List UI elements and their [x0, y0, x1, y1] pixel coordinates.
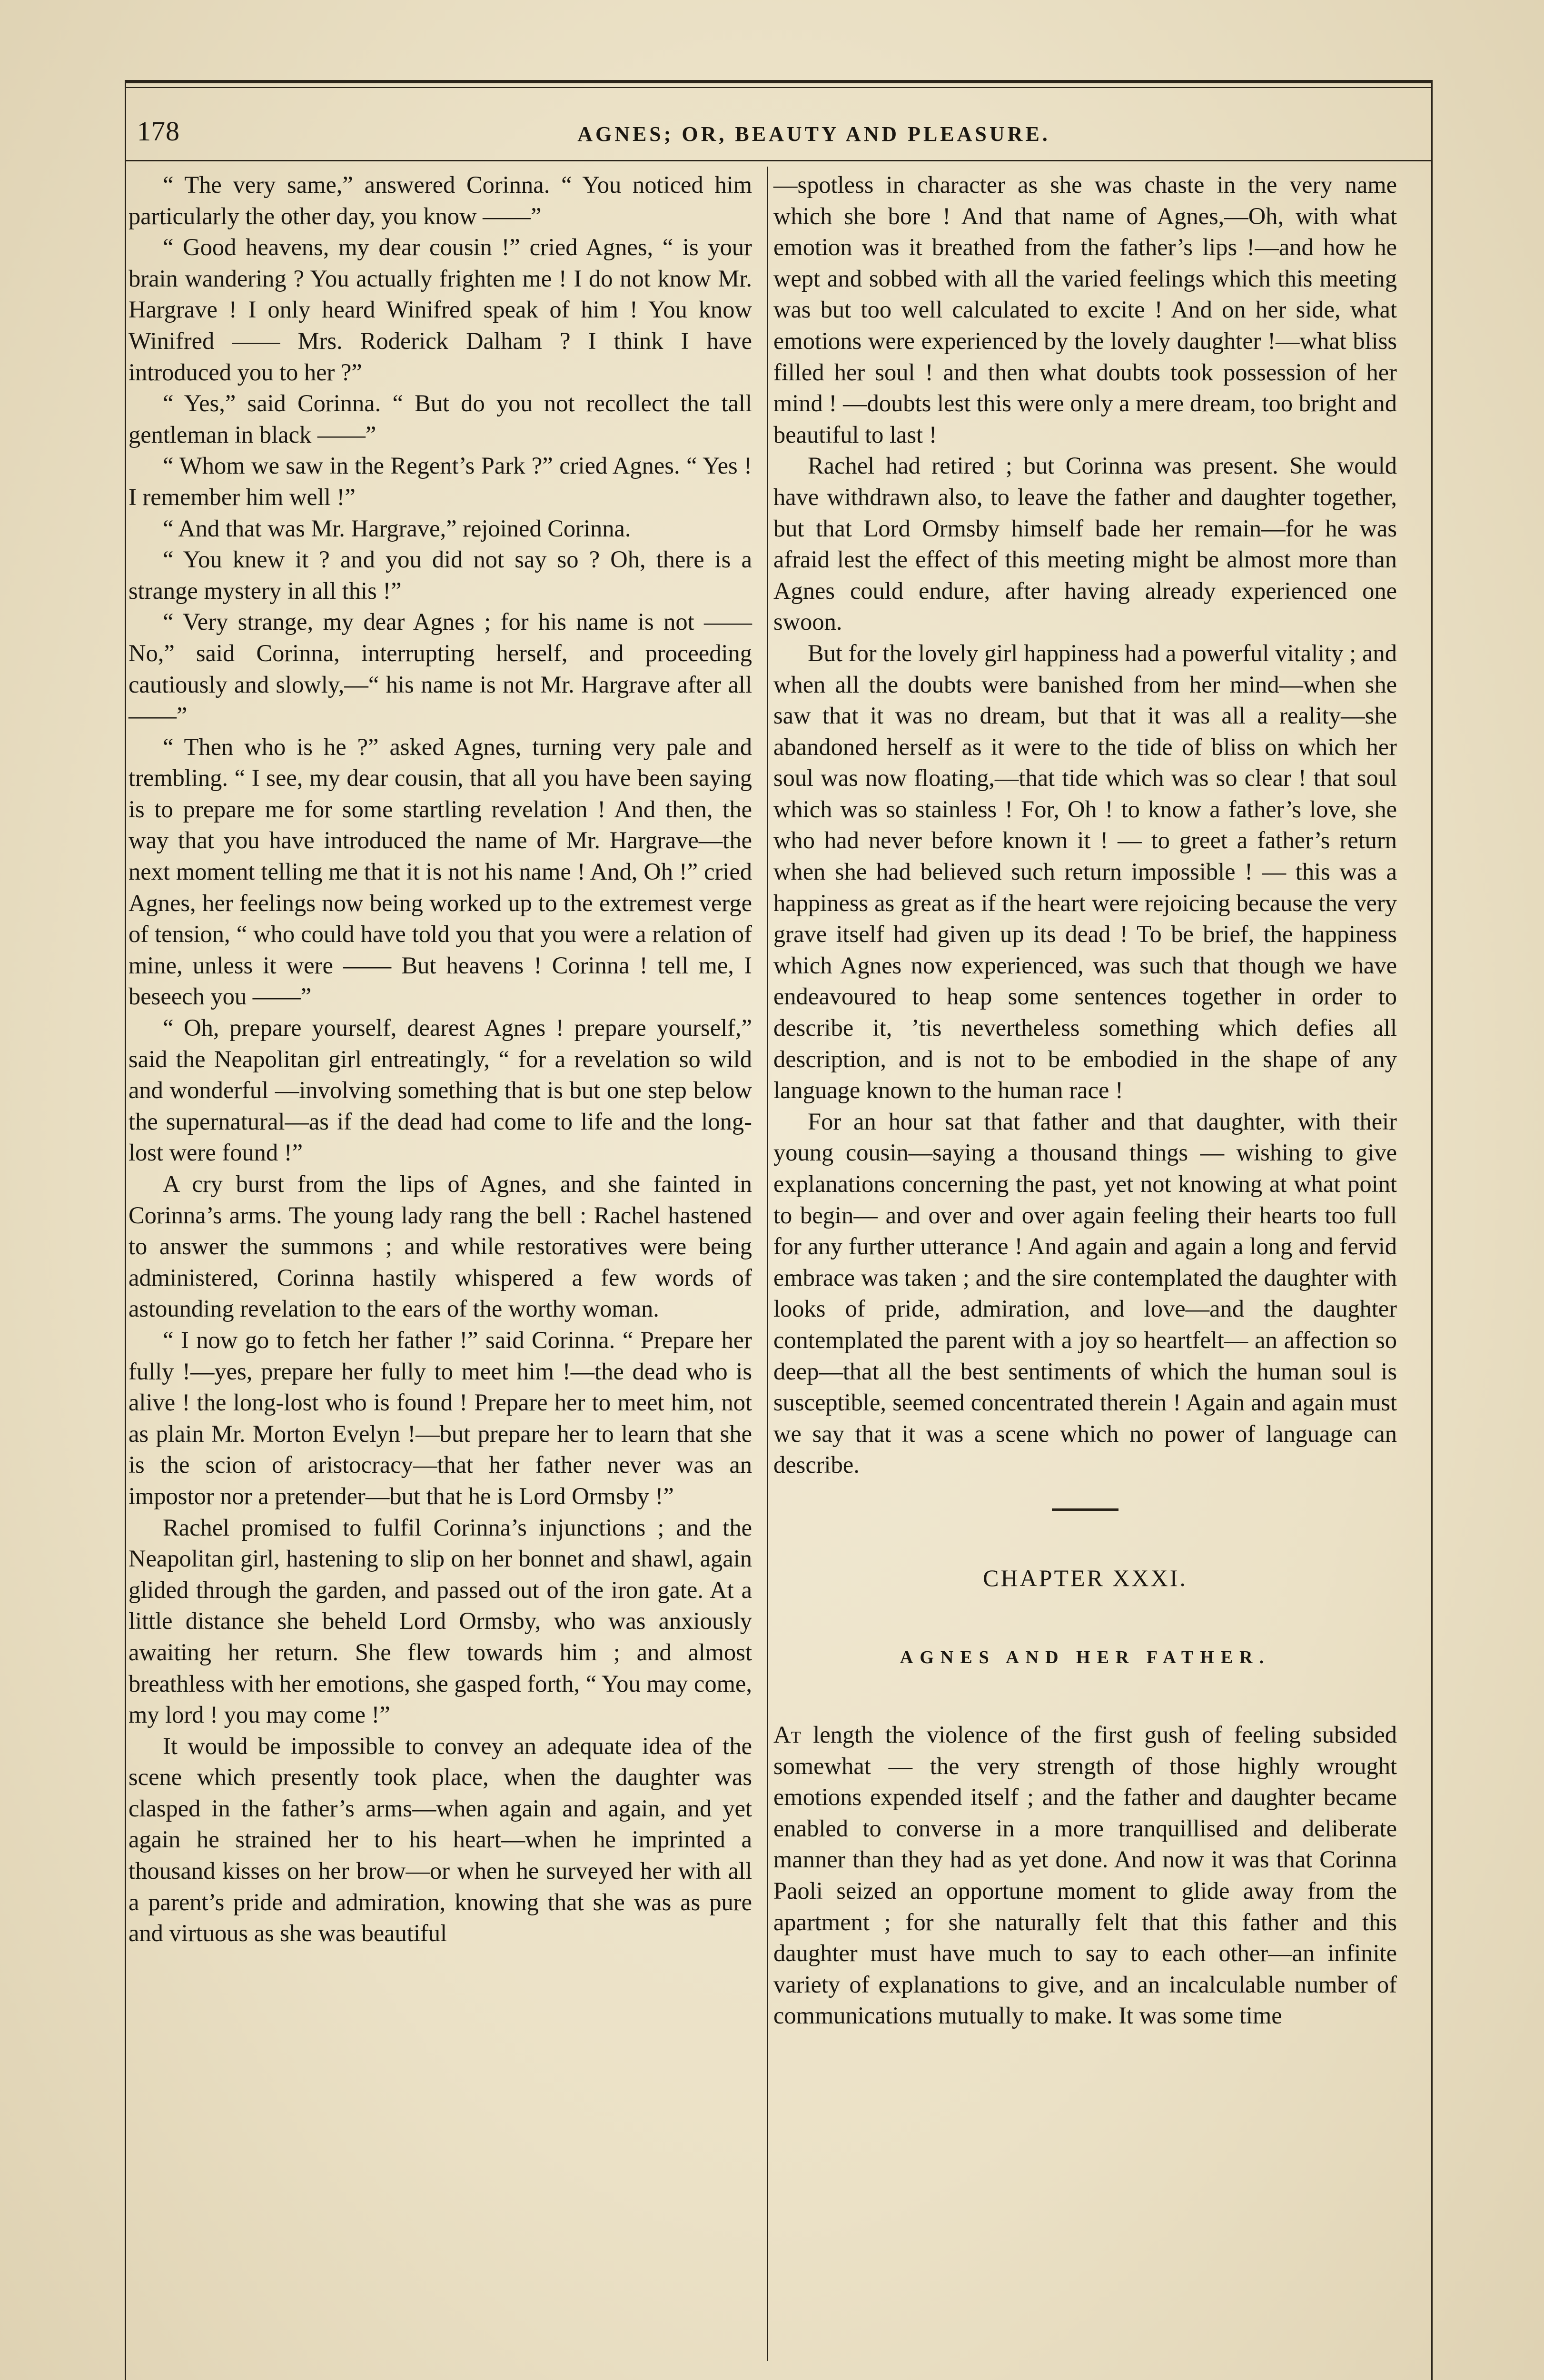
paragraph: For an hour sat that father and that daughter, with their young cousin—saying a thousand things — wishing to give explanations concerning the past, yet not knowing at what point to begin— and over and over again feeling their hearts too full for any further utterance ! And again and again a long and fervid embrace was taken ; and the sire contemplated the daughter with looks of pride, admiration, and love—and the daughter contemplated the parent with a joy so heartfelt— an affection so deep—that all the best sentiments of which the human soul is susceptible, seemed concentrated therein ! Again and again must we say that it was a scene which no power of language can describe. [773, 1108, 1397, 1478]
paragraph: “ Good heavens, my dear cousin !” cried Agnes, “ is your brain wandering ? You actually frighten me ! I do not know Mr. Hargrave ! I only heard Winifred speak of him ! You know Winifred —— Mrs. Roderick Dalham ? I think I have introduced you to her ?” [129, 234, 752, 386]
right-border-rule [1431, 80, 1433, 2380]
paragraph: Rachel had retired ; but Corinna was present. She would have withdrawn also, to leave the father and daughter together, but that Lord Ormsby himself bade her remain—for he was afraid lest the effect of this meeting might be almost more than Agnes could endure, after having already experienced one swoon. [773, 452, 1397, 635]
paragraph: “ And that was Mr. Hargrave,” rejoined Corinna. [163, 515, 631, 542]
page-number: 178 [137, 116, 180, 147]
paragraph: “ Then who is he ?” asked Agnes, turning very pale and trembling. “ I see, my dear cousin, that all you have been saying is to prepare me for some startling revelation ! And then, the way that you have introduced the name of Mr. Hargrave—the next moment telling me that it is not his name ! And, Oh !” cried Agnes, her feelings now being worked up to the extremest verge of tension, “ who could have told you that you were a relation of mine, unless it were —— But heavens ! Corinna ! tell me, I beseech you ——” [129, 733, 752, 1010]
paragraph: “ The very same,” answered Corinna. “ You noticed him particularly the other day, you know ——” [129, 171, 752, 229]
right-column [773, 169, 1397, 2032]
paragraph: But for the lovely girl happiness had a powerful vitality ; and when all the doubts were banished from her mind—when she saw that it was no dream, but that it was all a reality—she abandoned herself as it were to the tide of bliss on which her soul was now floating,—that tide which was so clear ! that soul which was so stainless ! For, Oh ! to know a father’s love, she who had never before known it ! — to greet a father’s return when she had believed such return impossible ! — this was a happiness as great as if the heart were rejoicing because the very grave itself had given up its dead ! To be brief, the happiness which Agnes now experienced, was such that though we have endeavoured to heap some sentences together in order to describe it, ’tis nevertheless something which defies all description, and is not to be embodied in the shape of any language known to the human race ! [773, 639, 1397, 1104]
paragraph: A cry burst from the lips of Agnes, and she fainted in Corinna’s arms. The young lady rang the bell : Rachel hastened to answer the summons ; and while restoratives were being administered, Corinna hastily whispered a few words of astounding revelation to the ears of the worthy woman. [129, 1170, 752, 1322]
top-border-rule [125, 80, 1433, 83]
top-border-rule-thin [125, 87, 1433, 88]
paragraph: “ I now go to fetch her father !” said Corinna. “ Prepare her fully !—yes, prepare her fully to meet him !—the dead who is alive ! the long-lost who is found ! Prepare her to meet him, not as plain Mr. Morton Evelyn !—but prepare her to learn that she is the scion of aristocracy—that her father never was an impostor nor a pretender—but that he is Lord Ormsby !” [129, 1326, 752, 1509]
opening-word: At [773, 1721, 801, 1748]
opening-paragraph-text: length the violence of the first gush of feeling subsided somewhat — the very strength of those highly wrought emotions expended itself ; and the father and daughter became enabled to converse in a more tranquillised and deliberate manner than they had as yet done. And now it was that Corinna Paoli seized an opportune moment to glide away from the apartment ; for she naturally felt that this father and this daughter must have much to say to each other—an infinite variety of explanations to give, and an incalculable number of communications mutually to make. It was some time [773, 1721, 1397, 2029]
chapter-subtitle: AGNES AND HER FATHER. [900, 1647, 1271, 1667]
chapter-title: CHAPTER XXXI. [983, 1564, 1188, 1591]
section-separator [1052, 1508, 1118, 1511]
chapter-opening-paragraph [773, 1719, 1397, 2032]
paragraph: —spotless in character as she was chaste in the very name which she bore ! And that name of Agnes,—Oh, with what emotion was it breathed from the father’s lips !—and how he wept and sobbed with all the varied feelings which this meeting was but too well calculated to excite ! And on her side, what emotions were experienced by the lovely daughter !—what bliss filled her soul ! and then what doubts took possession of her mind ! —doubts lest this were only a mere dream, too bright and beautiful to last ! [773, 171, 1397, 448]
left-column [129, 169, 752, 1949]
paragraph: “ Whom we saw in the Regent’s Park ?” cried Agnes. “ Yes ! I remember him well !” [129, 452, 752, 510]
paragraph: “ You knew it ? and you did not say so ? Oh, there is a strange mystery in all this !” [129, 546, 752, 604]
paragraph: “ Very strange, my dear Agnes ; for his name is not —— No,” said Corinna, interrupting herself, and proceeding cautiously and slowly,—“ his name is not Mr. Hargrave after all ——” [129, 608, 752, 729]
paragraph: “ Yes,” said Corinna. “ But do you not recollect the tall gentleman in black ——” [129, 390, 752, 448]
paragraph: “ Oh, prepare yourself, dearest Agnes ! prepare yourself,” said the Neapolitan girl entreatingly, “ for a revelation so wild and wonderful —involving something that is but one step below the supernatural—as if the dead had come to life and the long-lost were found !” [129, 1014, 752, 1166]
paragraph: Rachel promised to fulfil Corinna’s injunctions ; and the Neapolitan girl, hastening to slip on her bonnet and shawl, again glided through the garden, and passed out of the iron gate. At a little distance she beheld Lord Ormsby, who was anxiously awaiting her return. She flew towards him ; and almost breathless with her emotions, she gasped forth, “ You may come, my lord ! you may come !” [129, 1514, 752, 1728]
paragraph: It would be impossible to convey an adequate idea of the scene which presently took place, when the daughter was clasped in the father’s arms—when again and again, and yet again he strained her to his heart—when he imprinted a thousand kisses on her brow—or when he surveyed her with all a parent’s pride and admiration, knowing that she was as pure and virtuous as she was beautiful [129, 1732, 752, 1947]
running-head: AGNES; OR, BEAUTY AND PLEASURE. [577, 122, 1050, 146]
column-divider [767, 167, 768, 2361]
header-rule [125, 160, 1433, 161]
left-border-rule [125, 80, 126, 2380]
